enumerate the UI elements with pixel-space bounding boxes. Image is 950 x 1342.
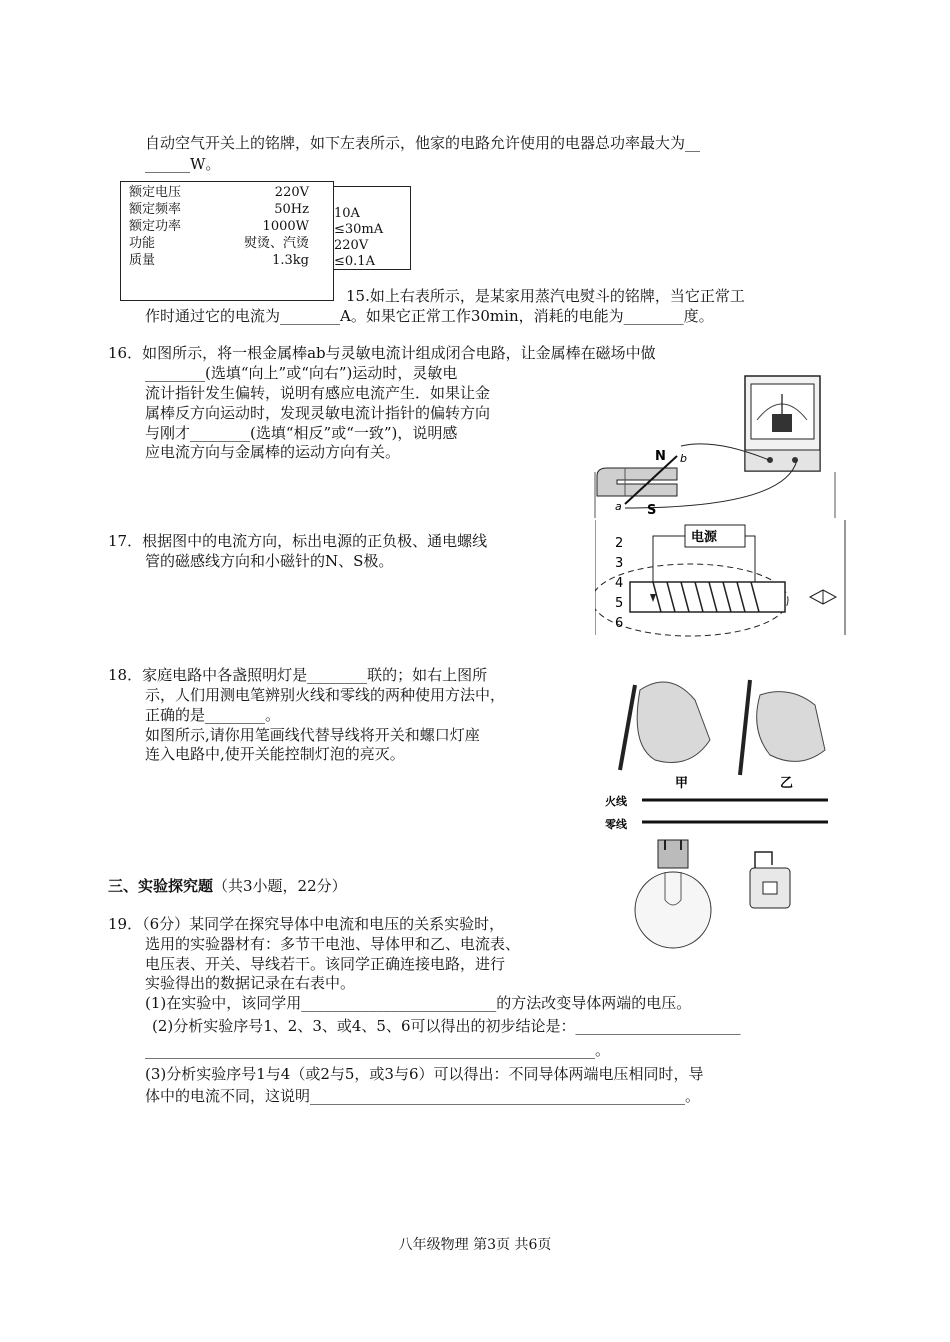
q14-line1: 自动空气开关上的铭牌，如下左表所示，他家的电路允许使用的电器总功率最大为__ — [145, 134, 701, 152]
nameplate-label: 质量 — [129, 253, 156, 268]
q16-line4: 属棒反方向运动时，发现灵敏电流计指针的偏转方向 — [145, 404, 491, 422]
q19-line3: 电压表、开关、导线若干。该同学正确连接电路，进行 — [145, 955, 506, 973]
pen-left-label: 甲 — [675, 776, 689, 791]
induction-figure — [585, 368, 845, 518]
solenoid-figure — [595, 520, 850, 640]
rod-b-label: b — [680, 452, 687, 465]
q18-line3: 正确的是________。 — [145, 706, 281, 724]
q19-line4: 实验得出的数据记录在右表中。 — [145, 974, 356, 992]
nameplate-right-row: ≤0.1A — [334, 254, 375, 269]
nameplate-right — [330, 186, 411, 270]
q16-line3: 流计指针发生偏转，说明有感应电流产生．如果让金 — [145, 384, 491, 402]
nameplate-label: 功能 — [129, 236, 156, 251]
q17-line1: 17．根据图中的电流方向，标出电源的正负极、通电螺线 — [108, 532, 488, 550]
grid-number: 4 — [615, 576, 624, 591]
section3-heading — [108, 876, 347, 896]
q17-line2: 管的磁感线方向和小磁针的N、S极。 — [145, 552, 394, 570]
section3-title: 三、实验探究题 — [108, 877, 214, 895]
power-label: 电源 — [691, 530, 718, 545]
q19-line1: 19．（6分）某同学在探究导体中电流和电压的关系实验时， — [108, 915, 505, 933]
nameplate-label: 额定电压 — [129, 185, 182, 200]
hand-right — [757, 692, 825, 762]
grid-number: 3 — [615, 556, 624, 571]
magnet-n-label: N — [655, 449, 666, 464]
q19-line5: (1)在实验中，该同学用__________________________的方法改变导体两端的电压。 — [145, 994, 692, 1012]
q18-line5: 连入电路中,使开关能控制灯泡的亮灭。 — [145, 745, 405, 763]
q15-line2: 作时通过它的电流为________A。如果它正常工作30min，消耗的电能为________度。 — [145, 307, 714, 325]
q16-line2: ________(选填“向上”或“向右”)运动时，灵敏电 — [145, 364, 458, 382]
nameplate-label: 额定频率 — [129, 202, 182, 217]
nameplate-value: 50Hz — [274, 202, 309, 217]
q16-line6: 应电流方向与金属棒的运动方向有关。 — [145, 443, 401, 461]
q16-line5: 与刚才________(选填“相反”或“一致”)，说明感 — [145, 424, 458, 442]
q18-line2: 示，人们用测电笔辨别火线和零线的两种使用方法中， — [145, 686, 506, 704]
nameplate-right-row: ≤30mA — [334, 222, 384, 237]
q14-line2: ______W。 — [145, 155, 221, 173]
q19-line7: ____________________________________________________________。 — [145, 1041, 611, 1059]
light-bulb — [635, 872, 711, 948]
nameplate-label: 额定功率 — [129, 219, 182, 234]
nameplate-left — [120, 181, 334, 301]
nameplate-value: 1.3kg — [272, 253, 309, 268]
test-pen-figure — [600, 660, 835, 970]
q15-line1: 15.如上右表所示，是某家用蒸汽电熨斗的铭牌，当它正常工 — [346, 287, 745, 305]
q19-line8: (3)分析实验序号1与4（或2与5，或3与6）可以得出：不同导体两端电压相同时，导 — [145, 1065, 704, 1083]
q18-line1: 18．家庭电路中各盏照明灯是________联的；如右上图所 — [108, 666, 488, 684]
hand-left — [637, 682, 710, 763]
nameplate-value: 220V — [274, 185, 309, 200]
pen-right-label: 乙 — [780, 776, 794, 791]
q19-line2: 选用的实验器材有：多节干电池、导体甲和乙、电流表、 — [145, 935, 521, 953]
grid-number: 2 — [615, 536, 624, 551]
test-pen-right — [740, 680, 750, 775]
lamp-socket — [658, 840, 688, 868]
nameplate-right-row: 10A — [334, 206, 360, 221]
page-footer: 八年级物理 第3页 共6页 — [398, 1237, 552, 1253]
nameplate-value: 熨烫、汽烫 — [243, 236, 309, 251]
rod-a-label: a — [615, 500, 622, 513]
q19-line6: (2)分析实验序号1、2、3、或4、5、6可以得出的初步结论是：______________________ — [152, 1017, 741, 1035]
magnet-s-label: S — [647, 503, 657, 518]
q18-line4: 如图所示,请你用笔画线代替导线将开关和螺口灯座 — [145, 726, 480, 744]
neutral-wire-label: 零线 — [605, 818, 627, 831]
test-pen-left — [620, 685, 635, 770]
live-wire-label: 火线 — [605, 795, 627, 808]
section3-note: （共3小题，22分） — [213, 877, 347, 895]
grid-number: 5 — [615, 596, 624, 611]
nameplate-right-row: 220V — [334, 238, 369, 253]
q16-line1: 16．如图所示，将一根金属棒ab与灵敏电流计组成闭合电路，让金属棒在磁场中做 — [108, 344, 656, 362]
q19-line9: 体中的电流不同，这说明__________________________________________________。 — [145, 1087, 701, 1105]
nameplate-value: 1000W — [262, 219, 309, 234]
grid-number: 6 — [615, 616, 624, 631]
